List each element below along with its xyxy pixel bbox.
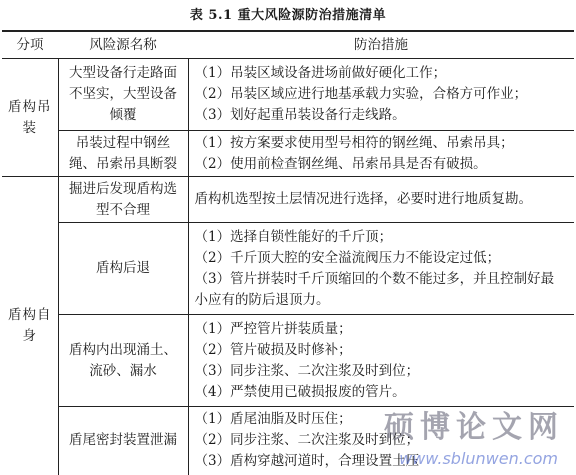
- measure-line: （4）严禁使用已破损报废的管片。: [194, 383, 406, 400]
- measures-cell: [188, 407, 574, 475]
- watermark-text-en: www.sblunwen.com: [399, 449, 558, 468]
- measures-cell: [188, 177, 574, 223]
- header-source: 风险源名称: [58, 31, 188, 59]
- measure-line: （3）同步注浆、二次注浆及时到位；: [194, 362, 420, 379]
- measure-line: （2）千斤顶大腔的安全溢流阀压力不能设定过低；: [194, 249, 501, 266]
- measure-line: （2）管片破损及时修补；: [194, 341, 352, 358]
- table-row: [2, 223, 574, 315]
- source-cell: 大型设备行走路面不坚实，大型设备倾覆: [58, 59, 188, 131]
- measures-cell: [188, 315, 574, 407]
- header-category: 分项: [2, 31, 58, 59]
- table-row: [2, 131, 574, 177]
- measure-line: （3）管片拼装时千斤顶缩回的个数不能过多，并且控制好最: [194, 270, 555, 287]
- measure-line: 盾构机选型按土层情况进行选择，必要时进行地质复勘。: [194, 191, 532, 207]
- measure-line: 小应有的防后退顶力。: [194, 291, 330, 308]
- measure-line: （1）盾尾油脂及时压住；: [194, 411, 352, 428]
- measure-line: （1）选择自锁性能好的千斤顶；: [194, 228, 393, 245]
- source-cell: 吊装过程中钢丝绳、吊索吊具断裂: [58, 131, 188, 177]
- measure-line: （3）盾构穿越河道时，合理设置土压: [194, 453, 420, 470]
- table-body: [2, 59, 574, 475]
- category-cell: 盾构吊装: [2, 59, 58, 177]
- source-cell: 掘进后发现盾构选型不合理: [58, 177, 188, 223]
- table-row: [2, 177, 574, 223]
- measure-line: （3）划好起重吊装设备行走线路。: [194, 107, 406, 123]
- category-cell: 盾构自身: [8, 306, 52, 344]
- measures-cell: [188, 223, 574, 315]
- table-row: [2, 59, 574, 131]
- measures-cell: [188, 59, 574, 131]
- watermark-text-cn: 硕博论文网: [384, 410, 564, 445]
- measure-line: （1）严控管片拼装质量；: [194, 320, 352, 337]
- measure-line: （2）吊装区域应进行地基承载力实验，合格方可作业；: [194, 86, 528, 102]
- measure-line: （2）使用前检查钢丝绳、吊索吊具是否有破损。: [194, 155, 487, 172]
- source-cell: 盾尾密封装置泄漏: [58, 407, 188, 475]
- source-cell: 盾构后退: [58, 223, 188, 315]
- table-header: [2, 31, 574, 59]
- measure-line: （1）吊装区域设备进场前做好硬化工作；: [194, 65, 447, 81]
- source-cell: 盾构内出现涌土、流砂、漏水: [58, 315, 188, 407]
- table-row: [2, 315, 574, 407]
- measure-line: （1）按方案要求使用型号相符的钢丝绳、吊索吊具；: [194, 134, 514, 151]
- header-measures: 防治措施: [188, 31, 574, 59]
- table-caption: 表 5.1 重大风险源防治措施清单: [189, 8, 387, 23]
- measures-cell: [188, 131, 574, 177]
- table-row: [2, 407, 574, 475]
- risk-table: [2, 30, 574, 475]
- measure-line: （2）同步注浆、二次注浆及时到位；: [194, 432, 420, 449]
